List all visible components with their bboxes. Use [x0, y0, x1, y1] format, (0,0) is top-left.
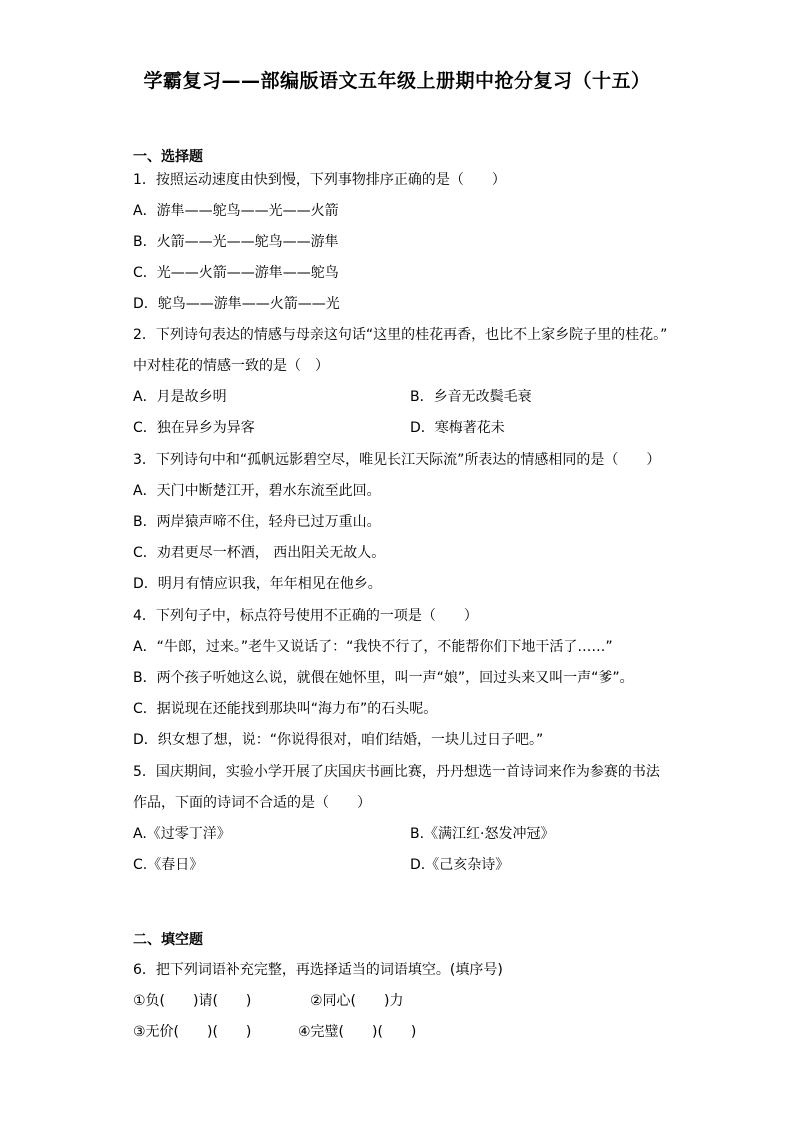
- question-5-option-c: C.《春日》: [133, 857, 204, 873]
- question-3-option-a: A．天门中断楚江开，碧水东流至此回。: [133, 483, 381, 499]
- question-2-stem-line2: 中对桂花的情感一致的是（ ）: [133, 358, 329, 374]
- question-2-option-d: D．寒梅著花未: [410, 420, 505, 436]
- question-5-option-b: B.《满江红·怒发冲冠》: [410, 826, 555, 842]
- question-1-stem: 1．按照运动速度由快到慢，下列事物排序正确的是（ ）: [133, 172, 506, 188]
- question-5-option-d: D.《己亥杂诗》: [410, 857, 510, 873]
- question-2-option-b: B．乡音无改鬓毛衰: [410, 389, 532, 405]
- question-3-option-b: B．两岸猿声啼不住，轻舟已过万重山。: [133, 514, 381, 530]
- question-4-option-c: C．据说现在还能找到那块叫“海力布”的石头呢。: [133, 701, 438, 717]
- question-3-stem: 3．下列诗句中和“孤帆远影碧空尽，唯见长江天际流”所表达的情感相同的是（ ）: [133, 452, 661, 468]
- question-4-option-d: D．织女想了想，说：“你说得很对，咱们结婚，一块儿过日子吧。”: [133, 732, 544, 748]
- question-6-item-2: ②同心( )力: [310, 993, 404, 1009]
- page-title: 学霸复习——部编版语文五年级上册期中抢分复习（十五）: [143, 70, 651, 92]
- question-6-item-3: ③无价( )( ): [133, 1024, 252, 1040]
- question-3-option-d: D．明月有情应识我，年年相见在他乡。: [133, 576, 382, 592]
- question-4-option-a: A．“牛郎，过来。”老牛又说话了：“我快不行了，不能帮你们下地干活了……”: [133, 639, 613, 655]
- question-3-option-c: C．劝君更尽一杯酒， 西出阳关无故人。: [133, 545, 386, 561]
- question-2-option-c: C．独在异乡为异客: [133, 420, 255, 436]
- question-2-stem-line1: 2．下列诗句表达的情感与母亲这句话“这里的桂花再香，也比不上家乡院子里的桂花。”: [133, 327, 668, 343]
- question-4-stem: 4．下列句子中，标点符号使用不正确的一项是（ ）: [133, 608, 478, 624]
- question-4-option-b: B．两个孩子听她这么说，就偎在她怀里，叫一声“娘”，回过头来又叫一声“爹”。: [133, 670, 634, 686]
- question-6-item-4: ④完璧( )( ): [298, 1024, 417, 1040]
- question-2-option-a: A．月是故乡明: [133, 389, 227, 405]
- question-5-stem-line2: 作品，下面的诗词不合适的是（ ）: [133, 795, 371, 811]
- question-1-option-d: D．鸵鸟——游隼——火箭——光: [133, 296, 340, 312]
- question-6-item-1: ①负( )请( ): [133, 993, 252, 1009]
- question-6-stem: 6．把下列词语补充完整，再选择适当的词语填空。(填序号): [133, 962, 503, 978]
- question-1-option-b: B．火箭——光——鸵鸟——游隼: [133, 234, 339, 250]
- question-1-option-c: C．光——火箭——游隼——鸵鸟: [133, 265, 339, 281]
- question-5-stem-line1: 5．国庆期间，实验小学开展了庆国庆书画比赛，丹丹想选一首诗词来作为参赛的书法: [133, 764, 660, 780]
- section-heading-fill: 二、填空题: [133, 932, 203, 948]
- question-1-option-a: A．游隼——鸵鸟——光——火箭: [133, 203, 339, 219]
- question-5-option-a: A.《过零丁洋》: [133, 826, 231, 842]
- section-heading-choice: 一、选择题: [133, 149, 203, 165]
